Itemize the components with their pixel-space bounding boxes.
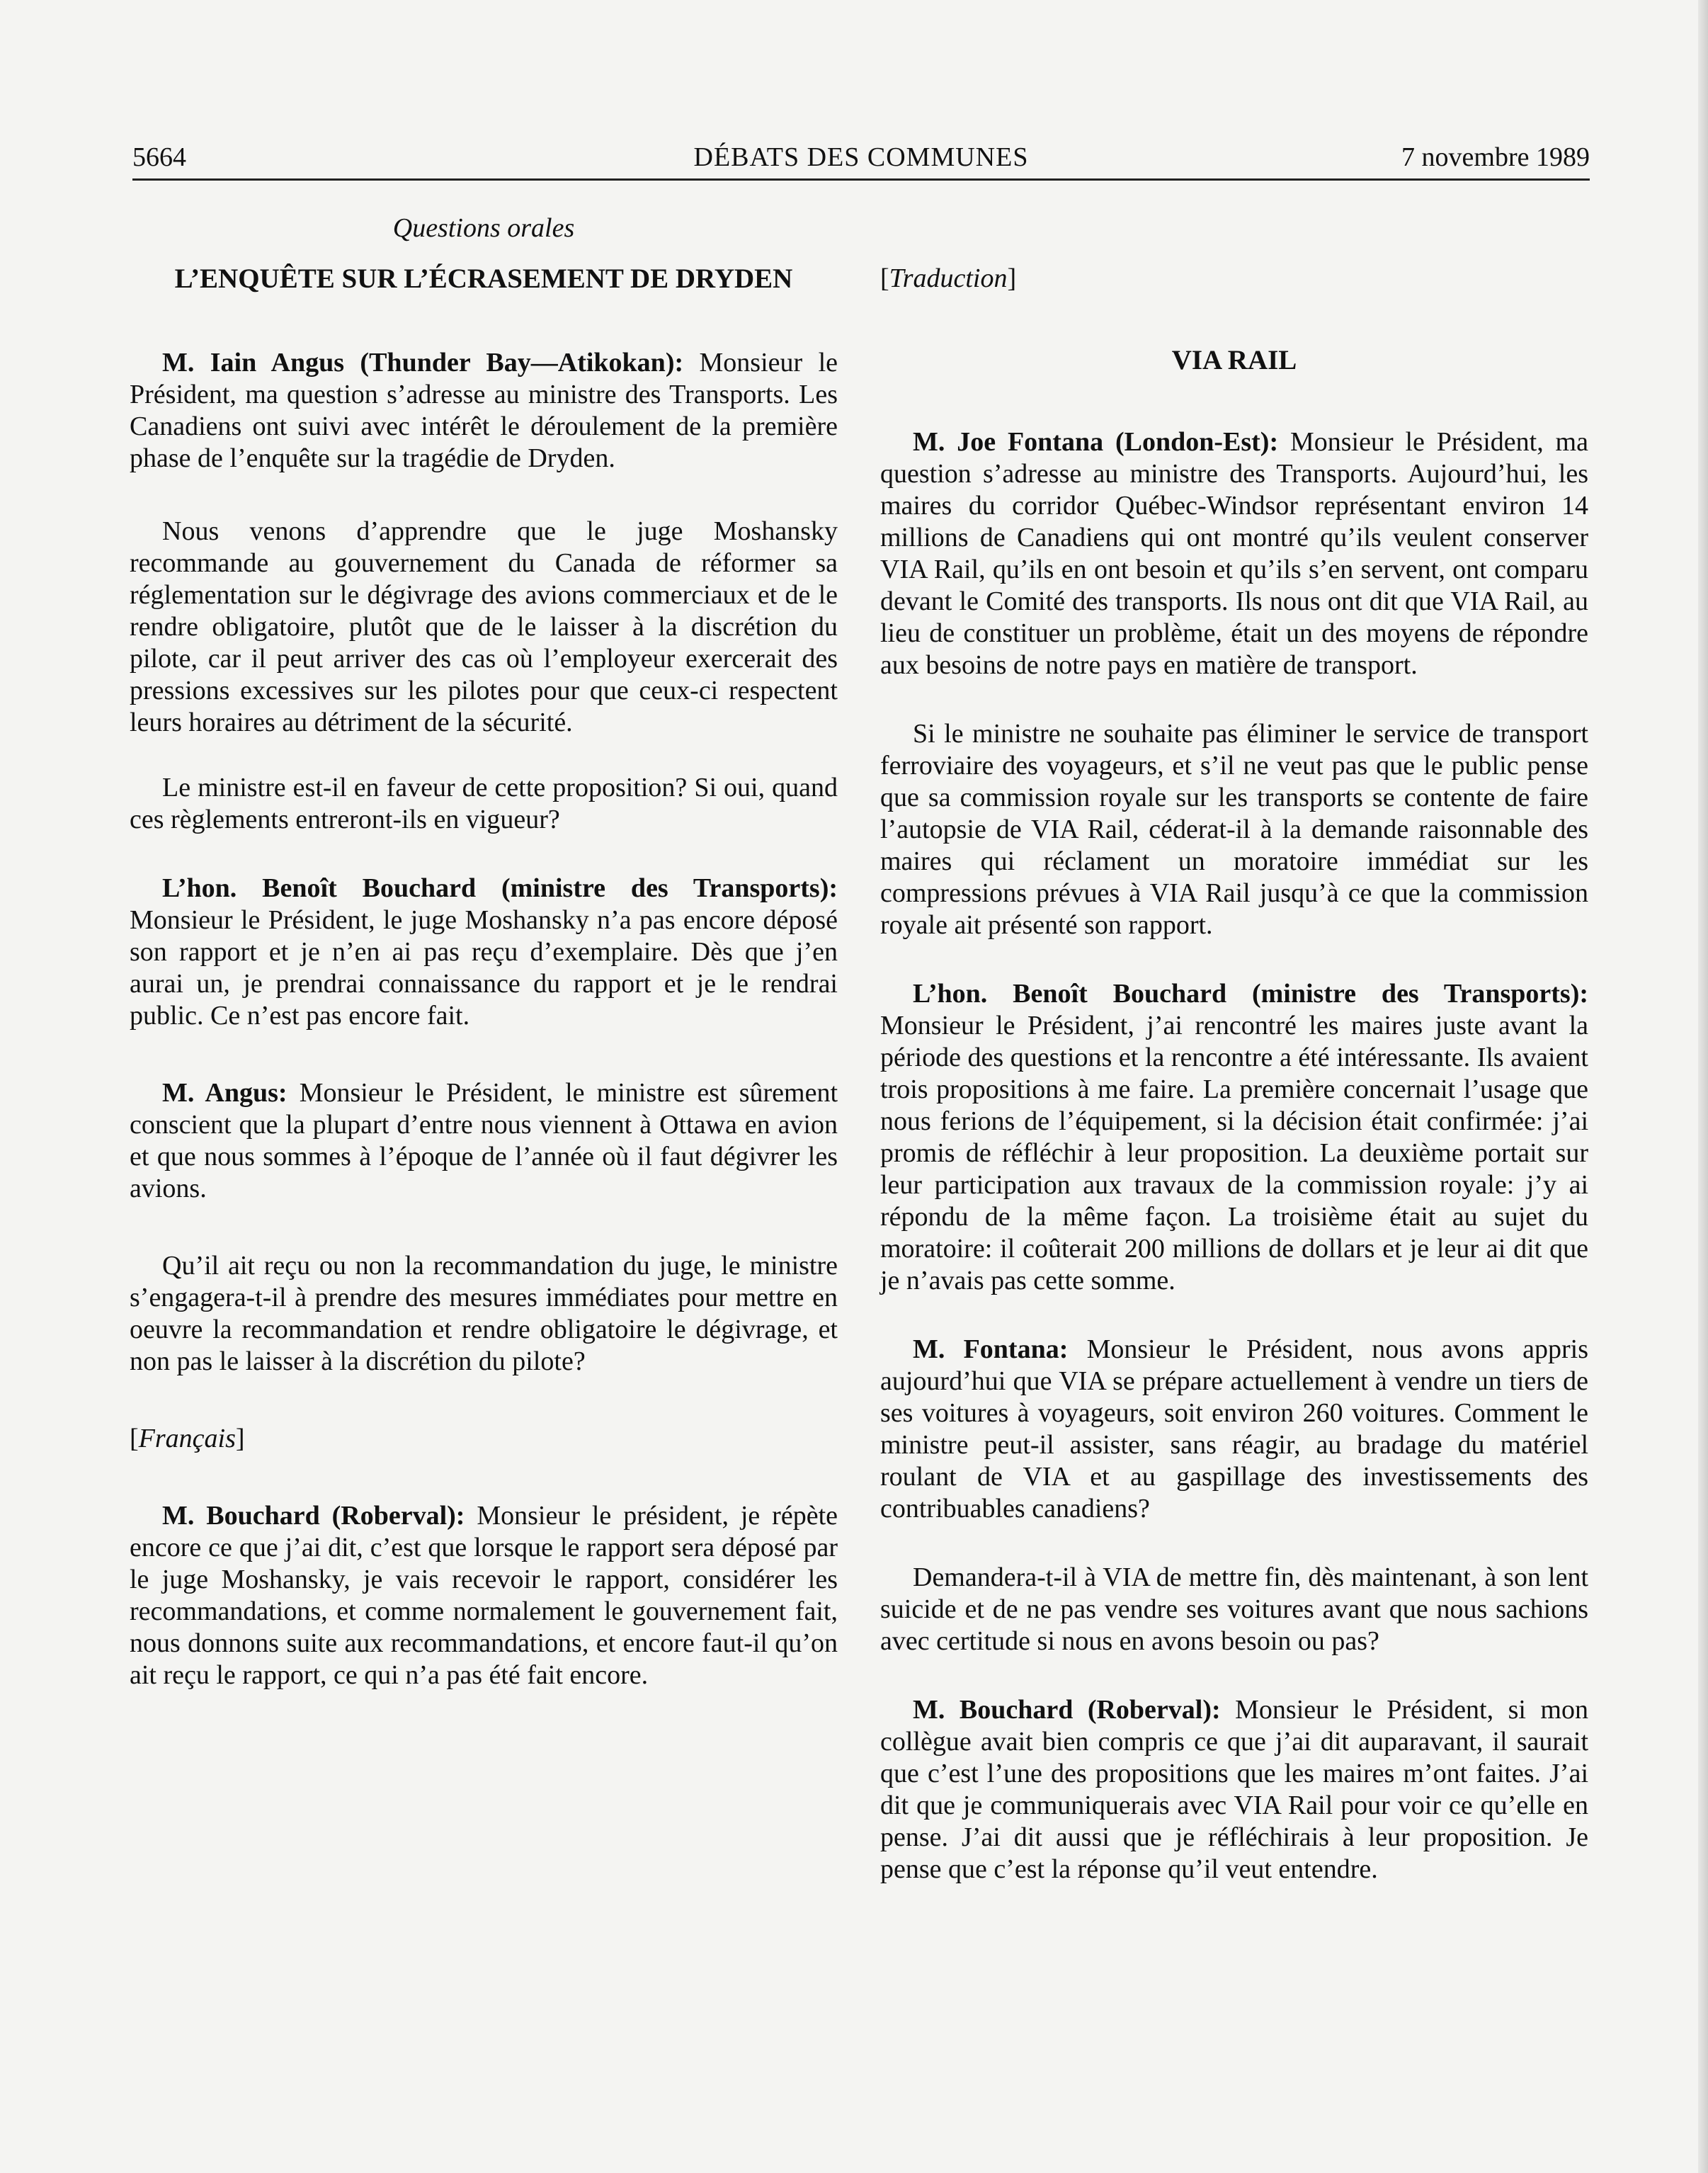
paragraph: Le ministre est-il en faveur de cette proposition? Si oui, quand ces règlements entreront-ils en vigueur? [130, 773, 838, 834]
paragraph: Si le ministre ne souhaite pas éliminer le service de transport ferroviaire des voyageurs, et s’il ne veut pas que le public pense que sa commission royale sur les transports se contente de faire l’autopsie de VIA Rail, céderat-il à la demande raisonnable des maires qui réclament un moratoire immédiat sur les compressions prévues à VIA Rail jusqu’à ce que la commission royale ait présenté son rapport. [880, 719, 1588, 940]
speaker-name: M. Iain Angus (Thunder Bay—Atikokan): [162, 348, 684, 378]
paragraph [880, 1694, 1588, 1885]
paragraph [130, 873, 838, 1032]
speech-text: Monsieur le Président, ma question s’adresse au ministre des Transports. Les Canadiens ont suivi avec intérêt le déroulement de la première phase de l’enquête sur la tragédie de Dryden. [130, 348, 838, 473]
speaker-name: M. Bouchard (Roberval): [162, 1501, 465, 1531]
language-note: [Français] [130, 1424, 245, 1453]
right-column [880, 212, 1588, 1885]
header-rule [132, 178, 1590, 181]
speaker-name: L’hon. Benoît Bouchard (ministre des Transports): [162, 873, 838, 903]
section-heading-dryden: L’ENQUÊTE SUR L’ÉCRASEMENT DE DRYDEN [174, 263, 793, 294]
speech-text: Monsieur le Président, le ministre est sûrement conscient que la plupart d’entre nous viennent à Ottawa en avion et que nous sommes à l’époque de l’année où il faut dégivrer les avions. [130, 1078, 838, 1203]
page-edge-shadow [1698, 0, 1708, 2173]
publication-date: 7 novembre 1989 [1401, 142, 1590, 172]
left-column [130, 212, 838, 1691]
paragraph [130, 1077, 838, 1205]
speech-text: Monsieur le Président, ma question s’adresse au ministre des Transports. Aujourd’hui, les maires du corridor Québec-Windsor représentant environ 14 millions de Canadiens qui ont montré qu’ils veulent conserver VIA Rail, qu’ils en ont besoin et qu’ils s’en servent, ont comparu devant le Comité des transports. Ils nous ont dit que VIA Rail, au lieu de constituer un problème, était un des moyens de répondre aux besoins de notre pays en matière de transport. [880, 427, 1588, 680]
paragraph [880, 978, 1588, 1297]
speaker-name: M. Joe Fontana (London-Est): [913, 427, 1279, 457]
speech-text: Monsieur le Président, le juge Moshansky n’a pas encore déposé son rapport et je n’en ai pas reçu d’exemplaire. Dès que j’en aurai un, je prendrai connaissance du rapport et je le rendrai public. Ce n’est pas encore fait. [130, 905, 838, 1031]
paragraph [880, 426, 1588, 681]
section-heading-via-rail: VIA RAIL [1171, 345, 1297, 375]
page-number: 5664 [132, 142, 186, 172]
paragraph: Demandera-t-il à VIA de mettre fin, dès maintenant, à son lent suicide et de ne pas vendre ses voitures avant que nous sachions avec certitude si nous en avons besoin ou pas? [880, 1562, 1588, 1656]
paragraph: Qu’il ait reçu ou non la recommandation du juge, le ministre s’engagera-t-il à prendre des mesures immédiates pour mettre en oeuvre la recommandation et rendre obligatoire le dégivrage, et non pas le laisser à la discrétion du pilote? [130, 1251, 838, 1376]
paragraph: Nous venons d’apprendre que le juge Moshansky recommande au gouvernement du Canada de réformer sa réglementation sur le dégivrage des avions commerciaux et de le rendre obligatoire, plutôt que de le laisser à la discrétion du pilote, car il peut arriver des cas où l’employeur exercerait des pressions excessives sur les pilotes pour que ceux-ci respectent leurs horaires au détriment de la sécurité. [130, 516, 838, 737]
page-header [132, 139, 1590, 176]
speaker-name: M. Bouchard (Roberval): [913, 1695, 1221, 1725]
speech-text: Monsieur le Président, si mon collègue avait bien compris ce que j’ai dit auparavant, il saurait que c’est l’une des propositions que les maires m’ont faites. J’ai dit que je communiquerais avec VIA Rail pour voir ce qu’elle en pense. J’ai dit aussi que je réfléchirais à leur proposition. Je pense que c’est la réponse qu’il veut entendre. [880, 1695, 1588, 1884]
speech-text: Monsieur le Président, nous avons appris aujourd’hui que VIA se prépare actuellement à vendre un tiers de ses voitures à voyageurs, soit environ 260 voitures. Comment le ministre peut-il assister, sans réagir, au bradage du matériel roulant de VIA et au gaspillage des investissements des contribuables canadiens? [880, 1334, 1588, 1524]
language-note: [Traduction] [880, 263, 1017, 293]
speech-text: Monsieur le Président, j’ai rencontré les maires juste avant la période des questions et la rencontre a été intéressante. Ils avaient trois propositions à me faire. La première concernait l’usage que nous ferions de l’équipement, si la décision était confirmée: j’ai promis de réfléchir à leur proposition. La deuxième portait sur leur participation aux travaux de la commission royale: j’y ai répondu de la même façon. La troisième était au sujet du moratoire: il coûterait 200 millions de dollars et je leur ai dit que je n’avais pas cette somme. [880, 1011, 1588, 1295]
speaker-name: M. Fontana: [913, 1334, 1069, 1364]
publication-title: DÉBATS DES COMMUNES [693, 142, 1029, 172]
section-label: Questions orales [392, 213, 575, 243]
speaker-name: M. Angus: [162, 1078, 287, 1108]
paragraph [130, 1500, 838, 1691]
paragraph [880, 1334, 1588, 1525]
speaker-name: L’hon. Benoît Bouchard (ministre des Transports): [913, 979, 1588, 1009]
paragraph [130, 347, 838, 475]
speech-text: Monsieur le président, je répète encore ce que j’ai dit, c’est que lorsque le rapport sera déposé par le juge Moshansky, je vais recevoir le rapport, considérer les recommandations, et comme normalement le gouvernement fait, nous donnons suite aux recommandations, et encore faut-il qu’on ait reçu le rapport, ce qui n’a pas été fait encore. [130, 1501, 838, 1690]
